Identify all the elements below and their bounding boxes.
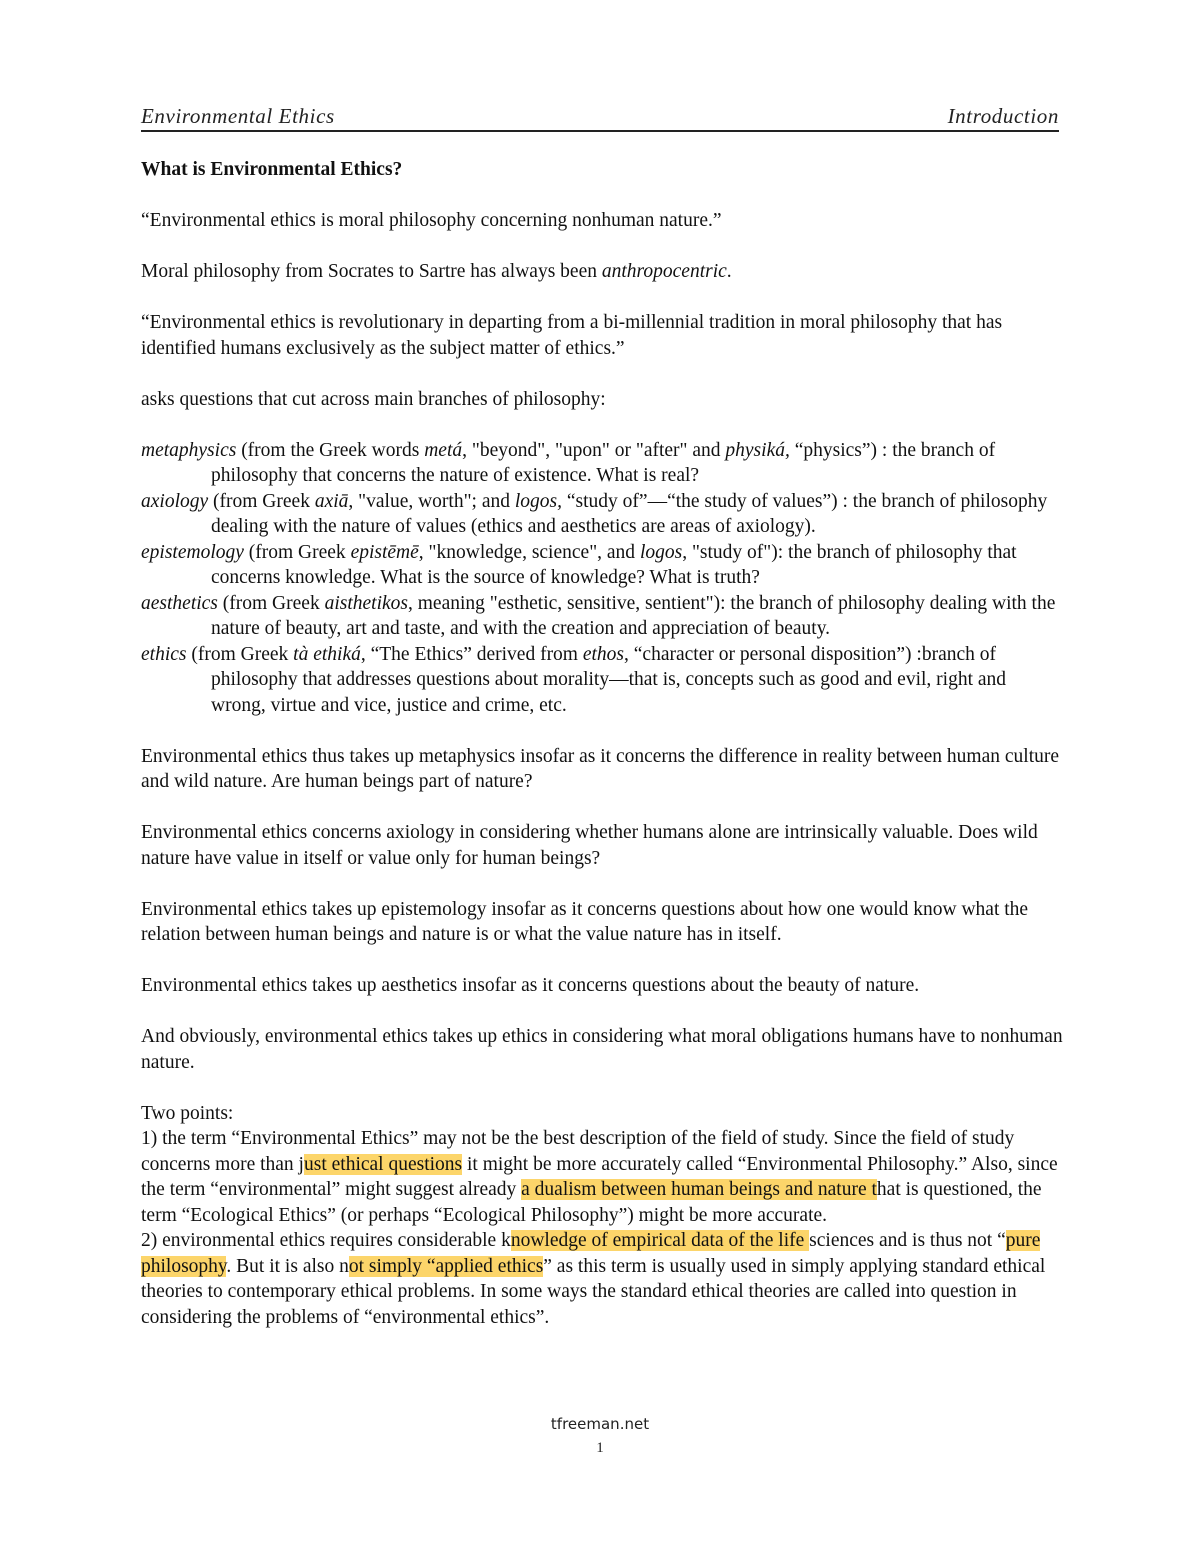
branch-epistemology: epistemology (from Greek epistēmē, "knowledge, science", and logos, "study of"): the branch of philosophy that concerns knowledge. What is the source of knowledge? What is truth?	[141, 541, 1017, 588]
branches-intro: asks questions that cut across main branches of philosophy:	[141, 388, 606, 410]
highlight: a dualism between human beings and nature t	[521, 1179, 877, 1200]
anthropocentric-paragraph: Moral philosophy from Socrates to Sartre has always been anthropocentric.	[141, 261, 732, 282]
epistemology-paragraph: Environmental ethics takes up epistemology insofar as it concerns questions about how one would know what the relation between human beings and nature is or what the value nature has in itself.	[141, 898, 1029, 945]
metaphysics-paragraph: Environmental ethics thus takes up metaphysics insofar as it concerns the difference in reality between human culture and wild nature. Are human beings part of nature?	[141, 745, 1060, 792]
definition-quote: “Environmental ethics is moral philosophy concerning nonhuman nature.”	[141, 210, 722, 231]
point-one: 1) the term “Environmental Ethics” may not be the best description of the field of study. Since the field of study concerns more than just ethical questions it might be more accurately called “Environmental Philosophy.” Also, since the term “environmental” might suggest already a dualism between human beings and nature that is questioned, the term “Ecological Ethics” (or perhaps “Ecological Philosophy”) might be more accurate.	[141, 1128, 1058, 1226]
highlight: nowledge of empirical data of the life	[510, 1230, 810, 1251]
footer-site: tfreeman.net	[550, 1415, 650, 1433]
branch-aesthetics: aesthetics (from Greek aisthetikos, meaning "esthetic, sensitive, sentient"): the branch of philosophy dealing with the nature of beauty, art and taste, and with the creation and appreciation of beauty.	[141, 592, 1056, 639]
highlight: pure philosophy	[141, 1230, 1041, 1277]
aesthetics-paragraph: Environmental ethics takes up aesthetics insofar as it concerns questions about the beauty of nature.	[141, 975, 920, 996]
highlight: ot simply “applied ethics	[348, 1255, 544, 1277]
header-section: Introduction	[947, 104, 1059, 128]
branch-axiology: axiology (from Greek axiā, "value, worth"; and logos, “study of”—“the study of values”) : the branch of philosophy dealing with the nature of values (ethics and aesthetics are areas of axiology).	[141, 490, 1048, 537]
two-points-label: Two points:	[141, 1102, 234, 1124]
highlight: ust ethical questions	[303, 1153, 463, 1175]
ethics-paragraph: And obviously, environmental ethics takes up ethics in considering what moral obligations humans have to nonhuman nature.	[141, 1026, 1063, 1073]
axiology-paragraph: Environmental ethics concerns axiology in considering whether humans alone are intrinsically valuable. Does wild nature have value in itself or value only for human beings?	[141, 822, 1038, 869]
branch-metaphysics: metaphysics (from the Greek words metá, "beyond", "upon" or "after" and physiká, “physics”) : the branch of philosophy that concerns the nature of existence. What is real?	[141, 439, 996, 486]
page-number: 1	[596, 1440, 604, 1456]
header-title: Environmental Ethics	[141, 104, 335, 128]
section-heading: What is Environmental Ethics?	[141, 159, 403, 180]
document-body	[141, 157, 1063, 1330]
running-header	[141, 102, 1059, 132]
revolutionary-quote: “Environmental ethics is revolutionary in departing from a bi-millennial tradition in moral philosophy that has identified humans exclusively as the subject matter of ethics.”	[141, 312, 1003, 359]
branch-ethics: ethics (from Greek tà ethiká, “The Ethics” derived from ethos, “character or personal disposition”) :branch of philosophy that addresses questions about morality—that is, concepts such as good and evil, right and wrong, virtue and vice, justice and crime, etc.	[141, 643, 1007, 716]
point-two: 2) environmental ethics requires considerable knowledge of empirical data of the life sciences and is thus not “pure philosophy. But it is also not simply “applied ethics” as this term is usually used in simply applying standard ethical theories to contemporary ethical problems. In some ways the standard ethical theories are called into question in considering the problems of “environmental ethics”.	[141, 1230, 1046, 1328]
